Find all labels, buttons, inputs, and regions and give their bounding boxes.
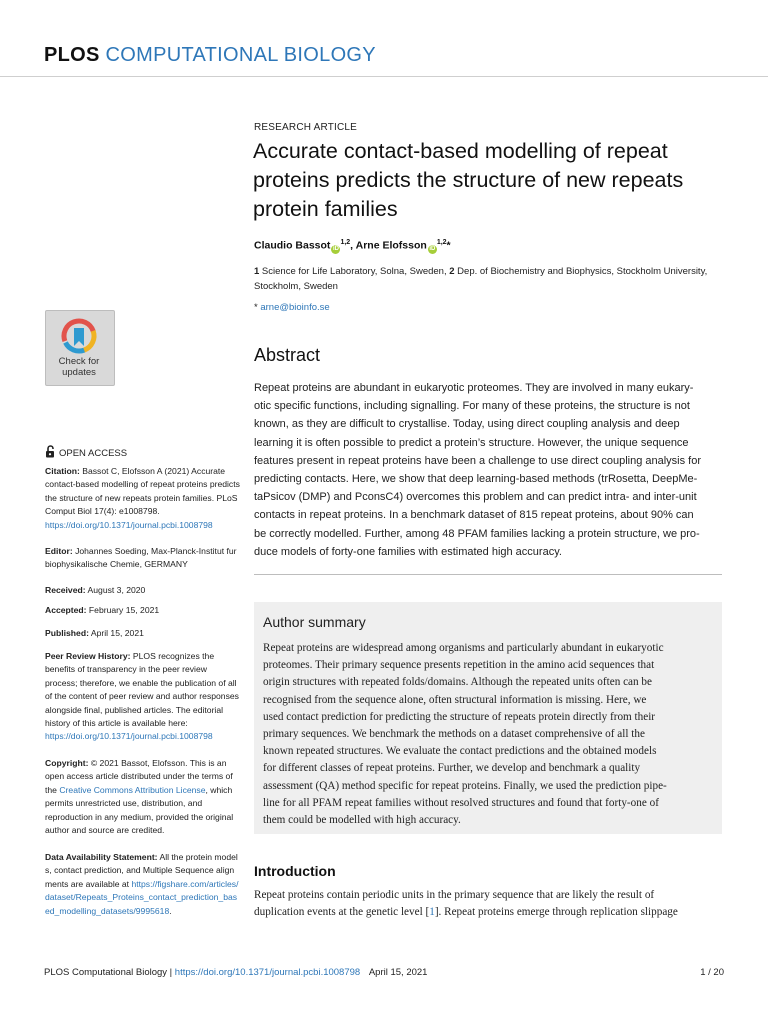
summary-line: for different classes of repeat proteins. Further, we develop and benchmark a quality bbox=[263, 762, 641, 775]
journal-brand: PLOS bbox=[44, 44, 100, 66]
intro-line-2-start: duplication events at the genetic level [ bbox=[254, 906, 430, 919]
citation-text: Bassot C, Elofsson A (2021) Accurate contact-based modelling of repeat proteins predicts the structure of new repeats protein families. PLoS Comput Biol 17(4): e1008798. bbox=[45, 466, 240, 517]
author-1-affiliations: 1,2 bbox=[340, 239, 351, 246]
page-number: 1 / 20 bbox=[700, 967, 724, 978]
header-divider bbox=[0, 76, 768, 77]
summary-line: proteomes. Their primary sequence presents repetition in the amino acid sequences that bbox=[263, 659, 655, 672]
summary-line: primary sequences. We benchmark the methods on a dataset comprehensive of all the bbox=[263, 728, 645, 741]
received-label: Received: bbox=[45, 585, 86, 595]
intro-line-1: Repeat proteins contain periodic units in the primary sequence that are likely the result of bbox=[254, 889, 655, 901]
abstract-line: otic specific functions, including signalling. For many of these proteins, the structure is not bbox=[254, 400, 690, 413]
summary-line: recognised from the sequence alone, often structural information is missing. Here, we bbox=[263, 693, 647, 706]
corresponding-asterisk: * bbox=[254, 302, 258, 313]
check-for-updates-icon bbox=[59, 318, 99, 358]
article-type: RESEARCH ARTICLE bbox=[254, 122, 358, 133]
footer-date: April 15, 2021 bbox=[368, 967, 428, 978]
abstract-line: known, as they are difficult to crystallise. Today, using direct coupling analysis and deep bbox=[254, 418, 680, 431]
email-link[interactable]: arne@bioinfo.se bbox=[257, 302, 330, 313]
peer-review-block bbox=[45, 650, 240, 744]
author-1: Claudio Bassot bbox=[254, 239, 331, 252]
copyright-text-end: , which permits unrestricted use, distribution, and reproduction in any medium, provided the original author and source are credited. bbox=[45, 784, 234, 836]
open-access-label: OPEN ACCESS bbox=[59, 448, 128, 459]
accepted-label: Accepted: bbox=[45, 605, 87, 615]
orcid-icon[interactable]: iD bbox=[429, 245, 436, 252]
author-separator: , bbox=[350, 239, 356, 252]
accepted-date: February 15, 2021 bbox=[86, 605, 160, 615]
intro-line-2 bbox=[254, 904, 724, 921]
copyright-label: Copyright: bbox=[45, 758, 89, 768]
abstract-line: predicting contacts. Here, we show that deep learning-based methods (trRosetta, DeepMe- bbox=[254, 473, 698, 486]
received-block bbox=[45, 584, 240, 597]
orcid-icon[interactable]: iD bbox=[332, 245, 339, 252]
check-label-line-2: updates bbox=[62, 367, 96, 378]
citation-doi-link[interactable]: https://doi.org/10.1371/journal.pcbi.1008798 bbox=[45, 519, 213, 530]
intro-line-2-end: ]. Repeat proteins emerge through replication slippage bbox=[434, 906, 678, 919]
page-footer bbox=[44, 967, 427, 978]
affiliation-1: Science for Life Laboratory, Solna, Sweden, bbox=[259, 266, 450, 277]
summary-line: assessment (QA) method specific for repeat proteins. Finally, we used the prediction pipe- bbox=[263, 779, 667, 792]
summary-line: origin structures with repeated folds/domains. Although the repeated units often can be bbox=[263, 676, 652, 689]
data-availability-block bbox=[45, 851, 240, 918]
journal-header bbox=[44, 44, 376, 67]
editor-label: Editor: bbox=[45, 546, 73, 556]
data-availability-end: . bbox=[169, 905, 172, 916]
summary-line: used contact prediction for predicting the structure of repeats protein directly from their bbox=[263, 710, 656, 723]
peer-review-text: PLOS recognizes the benefits of transparency in the peer review process; therefore, we enable the publication of all of the content of peer review and author responses alongside final, published articles. The editorial history of this article is available here: bbox=[45, 651, 239, 729]
published-label: Published: bbox=[45, 628, 89, 638]
abstract-line: features present in repeat proteins have been a challenge to use direct coupling analysis for bbox=[254, 454, 702, 467]
footer-doi-link[interactable]: https://doi.org/10.1371/journal.pcbi.1008798 bbox=[174, 967, 361, 978]
copyright-text: © 2021 Bassot, Elofsson. This is an open access article distributed under the terms of the bbox=[45, 758, 233, 795]
citation-block bbox=[45, 465, 240, 532]
author-list bbox=[254, 239, 451, 254]
author-summary-heading: Author summary bbox=[263, 614, 366, 630]
summary-line: them could be modelled with high accuracy. bbox=[263, 814, 461, 827]
abstract-divider bbox=[254, 574, 722, 575]
open-access-badge bbox=[45, 445, 127, 459]
footer-journal: PLOS Computational Biology | bbox=[44, 967, 175, 978]
corresponding-mark: * bbox=[446, 239, 451, 252]
peer-review-doi-link[interactable]: https://doi.org/10.1371/journal.pcbi.1008798 bbox=[45, 731, 213, 742]
article-title: Accurate contact-based modelling of repeat proteins predicts the structure of new repeats protein families bbox=[253, 139, 684, 221]
peer-review-label: Peer Review History: bbox=[45, 651, 131, 661]
author-2: Arne Elofsson bbox=[355, 239, 427, 252]
summary-line: known repeated structures. We evaluate the contact predictions and the obtained models bbox=[263, 745, 657, 758]
editor-text: Johannes Soeding, Max-Planck-Institut fur biophysikalische Chemie, GERMANY bbox=[45, 546, 237, 570]
abstract-line: contacts in repeat proteins. In a benchmark dataset of 815 repeat proteins, about 90% can bbox=[254, 509, 694, 522]
open-lock-icon bbox=[45, 445, 56, 458]
license-link[interactable]: Creative Commons Attribution License bbox=[59, 784, 206, 795]
figshare-link[interactable]: https://figshare.com/articles/dataset/Repeats_Proteins_contact_prediction_based_modelling_datasets/9995618 bbox=[45, 878, 239, 916]
affiliations bbox=[254, 264, 724, 294]
summary-line: line for all PFAM repeat families without resolved structures and found that forty-one of bbox=[263, 796, 659, 809]
check-label-line-1: Check for bbox=[58, 356, 100, 367]
abstract-heading: Abstract bbox=[254, 345, 321, 365]
affiliation-2: Dep. of Biochemistry and Biophysics, Stockholm University, Stockholm, Sweden bbox=[254, 266, 708, 292]
abstract-line: be correctly modelled. Further, among 48 PFAM families lacking a protein structure, we pro- bbox=[254, 527, 700, 540]
affiliation-1-number: 1 bbox=[254, 266, 260, 277]
abstract-line: taPsicov (DMP) and PconsC4) overcomes this problem and can predict intra- and inter-unit bbox=[254, 491, 697, 504]
abstract-line: duce models of forty-one families with estimated high accuracy. bbox=[254, 545, 562, 558]
introduction-heading: Introduction bbox=[254, 863, 336, 879]
published-block bbox=[45, 627, 240, 640]
affiliation-2-number: 2 bbox=[449, 266, 455, 277]
abstract-line: Repeat proteins are abundant in eukaryotic proteomes. They are involved in many eukary- bbox=[254, 382, 694, 394]
data-availability-label: Data Availability Statement: bbox=[45, 852, 158, 862]
author-2-affiliations: 1,2 bbox=[436, 239, 447, 246]
editor-block bbox=[45, 545, 240, 572]
data-availability-text: All the protein models, contact prediction, and Multiple Sequence alignments are available at bbox=[45, 852, 238, 889]
copyright-block bbox=[45, 757, 240, 837]
journal-name: COMPUTATIONAL BIOLOGY bbox=[105, 44, 376, 66]
received-date: August 3, 2020 bbox=[85, 585, 146, 595]
abstract-line: learning it is often possible to predict a protein’s structure. However, the unique sequence bbox=[254, 436, 689, 449]
citation-link[interactable]: 1 bbox=[429, 906, 435, 919]
citation-label: Citation: bbox=[45, 466, 80, 476]
check-for-updates-label bbox=[45, 356, 113, 378]
author-summary-text bbox=[263, 640, 713, 829]
abstract-text bbox=[254, 379, 724, 561]
summary-line: Repeat proteins are widespread among organisms and particularly abundant in eukaryotic bbox=[263, 642, 664, 654]
accepted-block bbox=[45, 604, 240, 617]
corresponding-email bbox=[254, 302, 330, 313]
published-date: April 15, 2021 bbox=[88, 628, 144, 638]
introduction-text bbox=[254, 887, 724, 921]
